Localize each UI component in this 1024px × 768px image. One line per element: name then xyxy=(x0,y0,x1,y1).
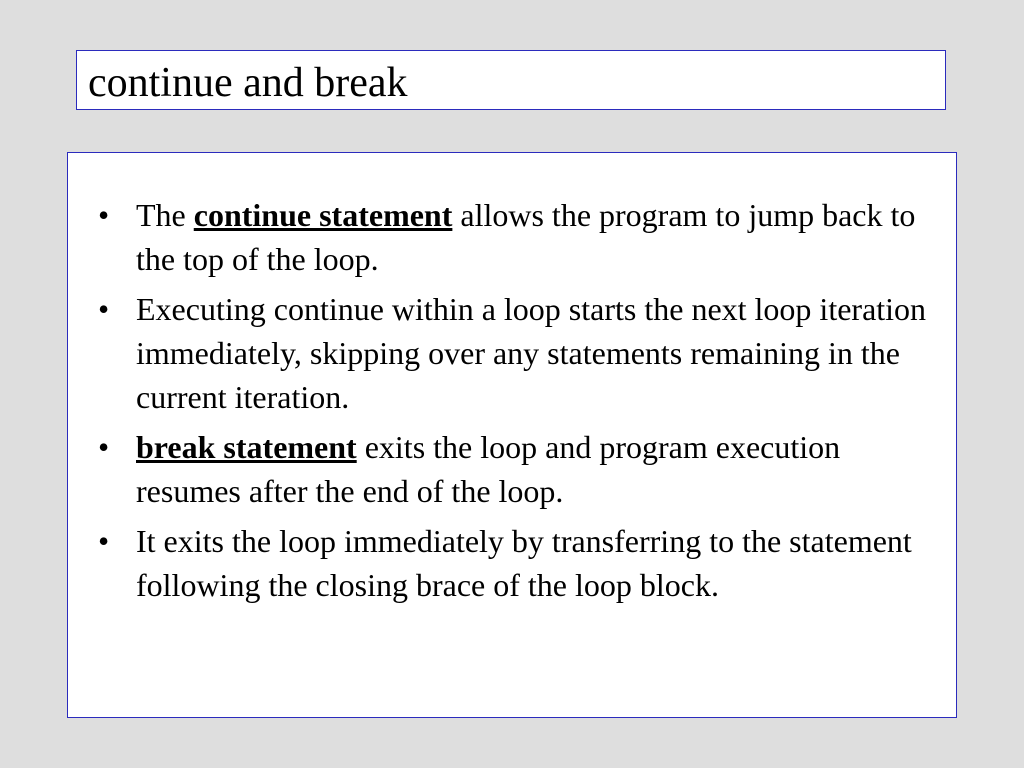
content-box xyxy=(67,152,957,718)
keyword-continue-statement: continue statement xyxy=(193,197,453,233)
bullet-text: It exits the loop immediately by transferring to the statement following the closing brace of the loop block. xyxy=(136,523,912,603)
slide-title: continue and break xyxy=(88,60,408,106)
bullet-item-continue-behavior xyxy=(68,287,956,419)
bullet-icon: • xyxy=(98,523,110,559)
bullet-icon: • xyxy=(98,291,110,327)
bullet-item-break-behavior xyxy=(68,519,956,607)
bullet-item-continue-statement xyxy=(68,193,956,281)
bullet-icon: • xyxy=(98,429,110,465)
bullet-text-prefix: The xyxy=(136,197,194,233)
bullet-text-suffix: allows the program to jump back to the top of the loop. xyxy=(136,197,916,277)
bullet-text: Executing continue within a loop starts the next loop iteration immediately, skipping over any statements remaining in the current iteration. xyxy=(136,291,927,415)
bullet-list xyxy=(68,193,956,607)
bullet-icon: • xyxy=(98,197,110,233)
keyword-break-statement: break statement xyxy=(136,429,357,465)
bullet-text-suffix: exits the loop and program execution resumes after the end of the loop. xyxy=(136,429,841,509)
title-box xyxy=(76,50,946,110)
bullet-item-break-statement xyxy=(68,425,956,513)
